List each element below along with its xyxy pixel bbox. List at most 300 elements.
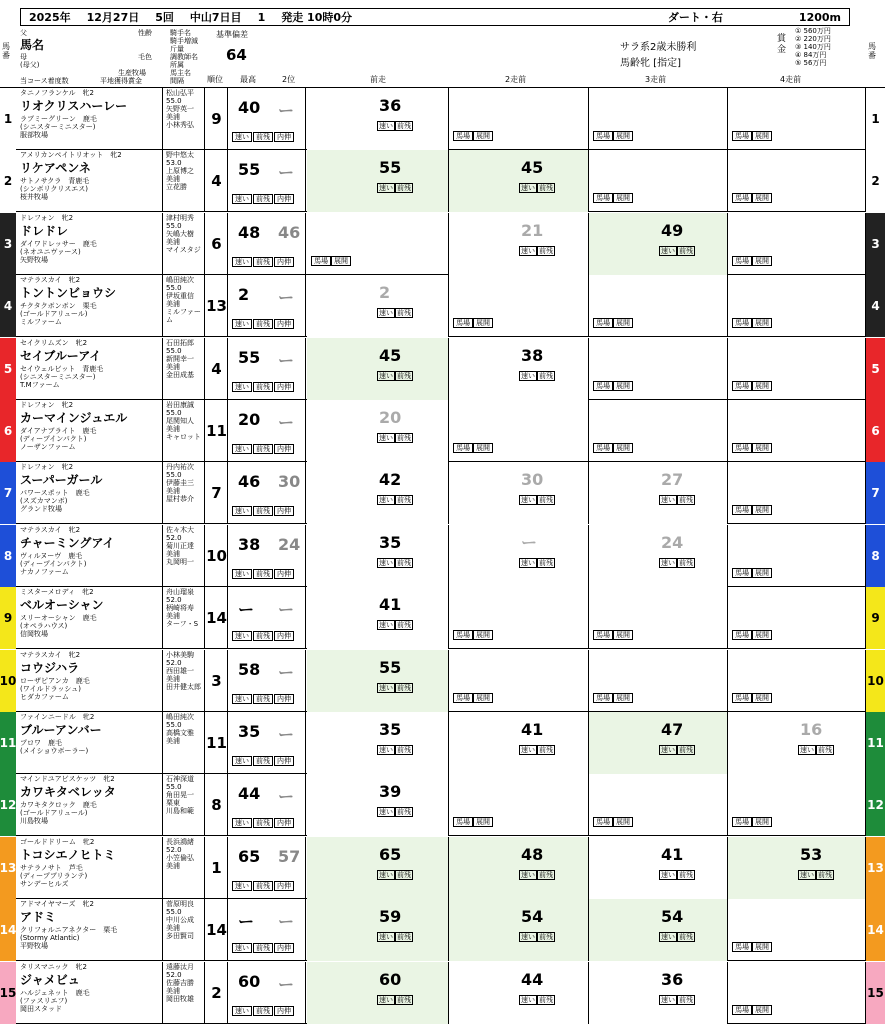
race-4-ago[interactable] xyxy=(728,400,866,462)
index-cell xyxy=(230,213,306,275)
tag: 速い xyxy=(232,444,252,454)
rank-value: 10 xyxy=(206,525,228,587)
race-4-ago[interactable] xyxy=(728,650,866,712)
horse-info xyxy=(18,712,163,774)
race-distance: 1200m xyxy=(798,10,841,24)
tag: 速い xyxy=(379,309,393,318)
horse-row[interactable] xyxy=(0,774,885,836)
race-2-ago[interactable] xyxy=(449,837,589,899)
trainer-area: 美浦 xyxy=(166,300,180,309)
race-3-ago-score: 27 xyxy=(661,470,684,490)
index-cell xyxy=(230,275,306,337)
tag: 馬場 xyxy=(732,193,752,203)
race-3-ago[interactable] xyxy=(589,150,728,212)
race-2-ago[interactable] xyxy=(449,400,589,462)
trainer-name: 高橋文雅 xyxy=(166,729,194,737)
last-race[interactable] xyxy=(307,712,449,774)
tag: 速い xyxy=(232,756,252,766)
horse-number-right: 13 xyxy=(866,837,885,899)
tag: 展開 xyxy=(613,193,633,203)
last-race[interactable] xyxy=(307,275,449,337)
tag: 前残 xyxy=(253,382,273,392)
dam-name: カワキタクロック 鹿毛 xyxy=(20,801,97,810)
trainer-area: 美浦 xyxy=(166,986,180,995)
tag: 馬場 xyxy=(732,817,752,827)
horse-name[interactable]: トコシエノヒトミ xyxy=(20,847,116,862)
tag: 展開 xyxy=(752,443,772,453)
race-4-ago-empty-tags xyxy=(732,257,772,265)
horse-number: 10 xyxy=(0,650,16,712)
tag: 速い xyxy=(379,558,393,567)
tag: 前残 xyxy=(397,933,411,942)
horse-name[interactable]: スーパーガール xyxy=(20,473,103,488)
horse-number-right: 10 xyxy=(866,650,885,712)
tag: 馬場 xyxy=(311,256,331,266)
horse-name[interactable]: ジャメビュ xyxy=(20,972,80,987)
race-4-ago-tags xyxy=(798,871,834,879)
last-race[interactable] xyxy=(307,525,449,587)
tag: 前残 xyxy=(539,933,553,942)
top-index: 60 xyxy=(238,971,261,991)
race-4-ago[interactable] xyxy=(728,899,866,961)
horse-name[interactable]: リケアペンネ xyxy=(20,161,91,176)
horse-name[interactable]: コウジハラ xyxy=(20,660,80,675)
horse-row[interactable] xyxy=(0,400,885,462)
tag: 展開 xyxy=(752,193,772,203)
horse-row[interactable] xyxy=(0,837,885,899)
race-4-ago[interactable] xyxy=(728,150,866,212)
horse-info xyxy=(18,213,163,275)
dam-name: ダイアナブライト 鹿毛 xyxy=(20,427,97,435)
farm-name: 川島牧場 xyxy=(20,817,48,826)
tag: 内伸 xyxy=(274,818,294,828)
farm-name: ナカノファーム xyxy=(20,567,69,576)
race-2-ago[interactable] xyxy=(449,213,589,275)
race-3-ago-tags xyxy=(659,996,695,1004)
trainer-name: 新開幸一 xyxy=(166,354,194,363)
bms-name: (ディープインパクト) xyxy=(20,435,87,443)
race-4-ago-empty-tags xyxy=(732,818,772,826)
horse-info xyxy=(18,962,163,1024)
jockey-name: 嶋田純次 xyxy=(166,276,194,285)
horse-name[interactable]: トントンビョウシ xyxy=(20,286,117,301)
prize-3: ③ 140万円 xyxy=(795,43,831,51)
last-race[interactable] xyxy=(307,150,449,212)
race-2-ago-empty-tags xyxy=(453,818,493,826)
tag: 前残 xyxy=(397,870,411,879)
race-4-ago[interactable] xyxy=(728,774,866,836)
race-2-ago[interactable] xyxy=(449,150,589,212)
race-2-ago[interactable] xyxy=(449,338,589,400)
tag: 展開 xyxy=(752,318,772,328)
tag: 内伸 xyxy=(274,319,294,329)
last-race[interactable] xyxy=(307,462,449,524)
tag: 展開 xyxy=(473,443,493,453)
last-race-score: 39 xyxy=(379,782,402,802)
horse-row[interactable] xyxy=(0,962,885,1024)
index-tags xyxy=(232,756,295,766)
dam-name: プロワ 鹿毛 xyxy=(20,739,62,747)
race-4-ago[interactable] xyxy=(728,837,866,899)
tag: 展開 xyxy=(473,817,493,827)
tag: 速い xyxy=(379,184,393,193)
last-race-tags xyxy=(377,434,413,442)
horse-row[interactable] xyxy=(0,213,885,275)
race-2-ago[interactable] xyxy=(449,462,589,524)
prize-4: ④ 84万円 xyxy=(795,51,827,59)
tag: 速い xyxy=(521,933,535,942)
race-2-ago[interactable] xyxy=(449,88,589,150)
trainer-area: 美浦 xyxy=(166,612,180,621)
rank-value: 11 xyxy=(206,712,228,774)
horse-row[interactable] xyxy=(0,150,885,212)
last-race-score: 65 xyxy=(379,844,402,864)
second-index: ー xyxy=(278,725,295,744)
base-value: 64 xyxy=(226,46,247,64)
tag: 前残 xyxy=(253,257,273,267)
owner-name: 岡田牧雄 xyxy=(166,994,194,1003)
bms-name: (ディープインパクト) xyxy=(20,559,87,568)
trainer-area: 美浦 xyxy=(166,113,180,121)
tag: 内伸 xyxy=(274,257,294,267)
top-index: 35 xyxy=(238,722,261,741)
last-race[interactable] xyxy=(307,400,449,462)
index-tags xyxy=(232,1006,295,1016)
last-race-empty-tags xyxy=(311,257,351,265)
sire-name: アドマイヤマーズ 牝2 xyxy=(20,900,94,909)
race-3-ago-empty-tags xyxy=(593,194,633,202)
tag: 馬場 xyxy=(732,630,752,640)
owner-name: 田井健太郎 xyxy=(166,682,201,691)
dam-name: サテラノサト 芦毛 xyxy=(20,863,83,872)
horse-info xyxy=(18,338,163,400)
jockey-weight: 52.0 xyxy=(166,970,182,979)
jockey-info xyxy=(165,525,205,587)
tag: 速い xyxy=(379,746,393,754)
tag: 前残 xyxy=(397,683,411,692)
race-3-ago[interactable] xyxy=(589,525,728,587)
tag: 速い xyxy=(379,683,393,692)
tag: 速い xyxy=(232,194,252,204)
trainer-name: 角田晃一 xyxy=(166,791,194,800)
race-2-ago-empty-tags xyxy=(453,631,493,639)
tag: 展開 xyxy=(613,693,633,703)
race-3-ago[interactable] xyxy=(589,400,728,462)
horse-name[interactable]: ベルオーシャン xyxy=(20,598,104,613)
second-index: ー xyxy=(278,288,295,308)
tag: 展開 xyxy=(473,318,493,328)
race-4-ago[interactable] xyxy=(728,712,866,774)
horse-row[interactable] xyxy=(0,275,885,337)
horse-number-right: 5 xyxy=(866,338,885,400)
race-3-ago[interactable] xyxy=(589,774,728,836)
race-3-ago[interactable] xyxy=(589,712,728,774)
owner-name: 小林秀弘 xyxy=(166,121,194,129)
rank-value: 13 xyxy=(206,275,228,337)
last-race[interactable] xyxy=(307,899,449,961)
sire-name: マテラスカイ 牝2 xyxy=(20,650,81,659)
tag: 前残 xyxy=(253,506,273,516)
horse-row[interactable] xyxy=(0,462,885,524)
race-2-ago-score: 41 xyxy=(521,720,544,739)
tag: 馬場 xyxy=(453,131,473,141)
dam-label: 母 xyxy=(20,53,27,61)
top-index: 65 xyxy=(238,846,261,866)
tag: 前残 xyxy=(253,569,273,579)
horse-name[interactable]: カーマインジュエル xyxy=(20,411,128,425)
index-tags xyxy=(232,943,295,953)
jockey-info xyxy=(165,650,205,712)
race-3-ago-score: 36 xyxy=(661,969,684,989)
index-cell xyxy=(230,150,306,212)
horse-name[interactable]: リオクリスハーレー xyxy=(20,99,128,113)
race-2-ago[interactable] xyxy=(449,275,589,337)
owner-name: 立花勝 xyxy=(166,183,187,192)
race-2-ago[interactable] xyxy=(449,587,589,649)
last-race[interactable] xyxy=(307,774,449,836)
race-2-ago[interactable] xyxy=(449,774,589,836)
horse-number: 2 xyxy=(0,150,16,212)
race-3-ago[interactable] xyxy=(589,275,728,337)
race-2-ago[interactable] xyxy=(449,899,589,961)
owner-name: 川島和範 xyxy=(166,807,194,816)
horse-row[interactable] xyxy=(0,587,885,649)
horse-number: 4 xyxy=(0,275,16,337)
horse-no-label-right: 馬番 xyxy=(868,42,876,60)
race-4-ago[interactable] xyxy=(728,525,866,587)
jockey-info xyxy=(165,462,205,524)
tag: 速い xyxy=(521,746,535,754)
last-race-tags xyxy=(377,808,413,816)
last-race-score: 36 xyxy=(379,96,402,115)
race-2-ago[interactable] xyxy=(449,712,589,774)
race-4-ago-empty-tags xyxy=(732,631,772,639)
last-race-score: 41 xyxy=(379,595,402,615)
farm-name: 信岡牧場 xyxy=(20,630,48,639)
race-3-ago[interactable] xyxy=(589,338,728,400)
tag: 速い xyxy=(800,746,814,754)
horse-number-right: 15 xyxy=(866,962,885,1024)
farm-name: ヒダカファーム xyxy=(20,692,69,701)
sire-name: マテラスカイ 牝2 xyxy=(20,525,81,534)
race-4-ago[interactable] xyxy=(728,587,866,649)
horse-row[interactable] xyxy=(0,88,885,150)
jockey-info xyxy=(165,400,205,462)
farm-name: 平野牧場 xyxy=(20,942,48,951)
trainer-name: 矢野英一 xyxy=(166,105,194,113)
tag: 展開 xyxy=(752,817,772,827)
tag: 内伸 xyxy=(274,631,294,641)
horse-info xyxy=(18,587,163,649)
dam-name: スリーオーシャン 鹿毛 xyxy=(20,614,97,623)
race-3-ago-empty-tags xyxy=(593,382,633,390)
horse-row[interactable] xyxy=(0,712,885,774)
race-4-ago[interactable] xyxy=(728,213,866,275)
jockey-weight: 55.0 xyxy=(166,409,182,417)
race-3-ago-score: 24 xyxy=(661,532,684,552)
horse-name[interactable]: カワキタベレッタ xyxy=(20,785,116,800)
race-3-ago[interactable] xyxy=(589,650,728,712)
jockey-name: 佐々木大 xyxy=(166,525,194,534)
bms-name: (Stormy Atlantic) xyxy=(20,934,80,943)
tag: 馬場 xyxy=(732,568,752,578)
owner-name: 屋村恭介 xyxy=(166,495,194,504)
race-4-ago[interactable] xyxy=(728,962,866,1024)
horse-info xyxy=(18,837,163,899)
jockey-info xyxy=(165,712,205,774)
horse-number-right: 11 xyxy=(866,712,885,774)
tag: 内伸 xyxy=(274,756,294,766)
course-label: 当コース着度数 xyxy=(20,77,69,85)
index-cell xyxy=(230,88,306,150)
trainer-area: 美浦 xyxy=(166,549,180,558)
dam-name: セイウェルビット 青鹿毛 xyxy=(20,364,104,373)
horse-row[interactable] xyxy=(0,899,885,961)
horse-row[interactable] xyxy=(0,650,885,712)
jockey-name: 津村明秀 xyxy=(166,213,194,222)
race-2-ago[interactable] xyxy=(449,650,589,712)
race-3-ago[interactable] xyxy=(589,462,728,524)
race-4-ago[interactable] xyxy=(728,88,866,150)
trainer-name: 尾関知人 xyxy=(166,417,194,425)
bms-label: (母父) xyxy=(20,61,40,69)
tag: 展開 xyxy=(752,693,772,703)
race-2-ago-empty-tags xyxy=(453,444,493,452)
last-race[interactable] xyxy=(307,213,449,275)
dam-name: ダイワドレッサー 鹿毛 xyxy=(20,239,97,248)
horse-row[interactable] xyxy=(0,338,885,400)
tag: 前残 xyxy=(253,1006,273,1016)
trainer-name: 上原博之 xyxy=(166,167,194,176)
top-index: 38 xyxy=(238,534,261,554)
trainer-area: 美浦 xyxy=(166,674,180,683)
jockey-weight: 52.0 xyxy=(166,845,182,854)
tag: 内伸 xyxy=(274,382,294,392)
race-2-ago[interactable] xyxy=(449,525,589,587)
index-cell xyxy=(230,712,306,774)
dam-name: ハルジェネット 鹿毛 xyxy=(20,988,90,997)
tag: 前残 xyxy=(253,132,273,142)
trainer-area: 美浦 xyxy=(166,175,180,184)
last-race-tags xyxy=(377,746,413,754)
top-index: ー xyxy=(238,912,255,932)
tag: 前残 xyxy=(253,194,273,204)
horse-name[interactable]: ドレドレ xyxy=(20,223,69,238)
tag: 速い xyxy=(661,933,675,942)
horse-number: 8 xyxy=(0,525,16,587)
tag: 速い xyxy=(379,995,393,1004)
jockey-label: 騎手名 xyxy=(170,29,191,37)
tag: 前残 xyxy=(539,246,553,255)
race-3-ago-empty-tags xyxy=(593,132,633,140)
last-race[interactable] xyxy=(307,837,449,899)
last-race[interactable] xyxy=(307,650,449,712)
horse-number: 13 xyxy=(0,837,16,899)
second-index: ー xyxy=(278,350,295,370)
trainer-name: 佐藤吉勝 xyxy=(166,978,194,987)
race-3-ago[interactable] xyxy=(589,899,728,961)
race-3-ago[interactable] xyxy=(589,962,728,1024)
race-2-ago[interactable] xyxy=(449,962,589,1024)
top-index: 20 xyxy=(238,410,261,429)
dam-name: クリフォルニアネクター 栗毛 xyxy=(20,926,118,935)
top-index: 58 xyxy=(238,659,261,679)
tag: 速い xyxy=(521,371,535,380)
tag: 速い xyxy=(521,184,535,193)
race-3-ago[interactable] xyxy=(589,587,728,649)
farm-name: サンデーヒルズ xyxy=(20,879,69,888)
index-tags xyxy=(232,194,295,204)
horse-number: 12 xyxy=(0,774,16,836)
tag: 速い xyxy=(379,933,393,942)
col-r2: 2走前 xyxy=(505,75,527,84)
race-4-ago-score: 16 xyxy=(800,720,823,739)
last-race-score: 20 xyxy=(379,408,402,427)
trainer-area: 美浦 xyxy=(166,237,180,246)
horse-row[interactable] xyxy=(0,525,885,587)
jockey-weight: 52.0 xyxy=(166,596,182,605)
last-race[interactable] xyxy=(307,88,449,150)
jockey-name: 嶋田純次 xyxy=(166,713,194,721)
race-3-ago[interactable] xyxy=(589,213,728,275)
tag: 馬場 xyxy=(732,505,752,515)
horse-info xyxy=(18,275,163,337)
last-race[interactable] xyxy=(307,962,449,1024)
horse-name[interactable]: ブルーアンバー xyxy=(20,723,102,737)
jockey-info xyxy=(165,213,205,275)
tag: 馬場 xyxy=(732,693,752,703)
last-race-score: 60 xyxy=(379,969,402,989)
index-cell xyxy=(230,400,306,462)
second-index: ー xyxy=(278,787,295,807)
race-4-ago[interactable] xyxy=(728,338,866,400)
race-year: 2025年 xyxy=(29,11,71,24)
rank-value: 14 xyxy=(206,899,228,961)
trainer-area: 美浦 xyxy=(166,487,180,496)
race-start: 発走 10時0分 xyxy=(281,11,353,24)
race-3-ago[interactable] xyxy=(589,837,728,899)
jockey-info xyxy=(165,338,205,400)
horse-number-right: 9 xyxy=(866,587,885,649)
tag: 速い xyxy=(800,870,814,879)
race-4-ago[interactable] xyxy=(728,275,866,337)
tag: 馬場 xyxy=(593,381,613,391)
tag: 前残 xyxy=(539,496,553,505)
tag: 前残 xyxy=(397,434,411,442)
area-label: 所属 xyxy=(170,61,184,69)
jockey-name: 舟山瑠泉 xyxy=(166,588,194,597)
tag: 前残 xyxy=(397,558,411,567)
race-4-ago[interactable] xyxy=(728,462,866,524)
last-race-tags xyxy=(377,372,413,380)
race-3-ago[interactable] xyxy=(589,88,728,150)
horse-name[interactable]: アドミ xyxy=(20,910,57,925)
last-race-tags xyxy=(377,309,413,317)
horse-number: 1 xyxy=(0,88,16,150)
horse-name[interactable]: セイブルーアイ xyxy=(20,348,102,363)
last-race[interactable] xyxy=(307,338,449,400)
horse-name[interactable]: チャーミングアイ xyxy=(20,535,115,550)
tag: 前残 xyxy=(397,746,411,754)
last-race-score: 45 xyxy=(379,345,402,365)
second-index: 30 xyxy=(278,472,301,492)
tag: 内伸 xyxy=(274,943,294,953)
sire-name: ドレフォン 牝2 xyxy=(20,463,74,472)
last-race[interactable] xyxy=(307,587,449,649)
bms-name: (オペラハウス) xyxy=(20,622,68,631)
horse-number-right: 14 xyxy=(866,899,885,961)
jockey-info xyxy=(165,899,205,961)
